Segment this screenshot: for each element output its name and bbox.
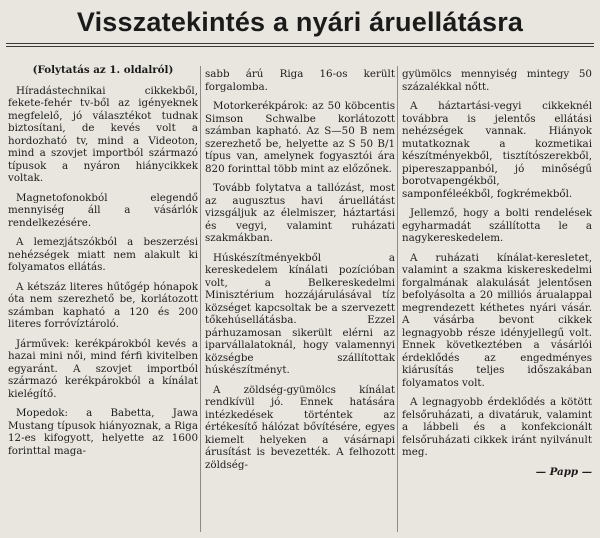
paragraph: Tovább folytatva a tallózást, most az augusztus havi áruellátást vizsgáljuk az élelmiszer, háztartási és vegyi, valamint ruházati szakmákban. [205, 182, 395, 244]
article-column-3 [402, 68, 592, 538]
paragraph: sabb árú Riga 16-os került forgalomba. [205, 68, 395, 93]
paragraph: Híradástechnikai cikkekből, fekete-fehér tv-ből az igényeknek megfelelő, jó választékot tudnak biztosítani, de kevés volt a hordozható tv, mind a Videoton, mind a szovjet importból származó típusok a nyáron hiánycikkek voltak. [8, 84, 198, 184]
author-signature: — Papp — [535, 465, 592, 478]
continuation-note: (Folytatás az 1. oldalról) [32, 64, 174, 76]
paragraph: A lemezjátszókból a beszerzési nehézségek miatt nem alakult ki folyamatos ellátás. [8, 236, 198, 273]
paragraph: gyümölcs mennyiség mintegy 50 százalékkal nőtt. [402, 68, 592, 93]
paragraph: Járművek: kerékpárokból kevés a hazai mini női, mind férfi kivitelben egyaránt. A szovjet importból származó kerékpárokból a kínálat kielégítő. [8, 337, 198, 400]
paragraph: A ruházati kínálat-keresletet, valamint a szakma kiskereskedelmi forgalmának alakulását jelentősen befolyásolta a 20 milliós árualappal megrendezett kéthetes nyári vásár. A vásárba bevont cikkek legnagyobb része idényjellegű volt. Ennek következtében a vásárlói érdeklődés az engedményes kiárusítás teljes időszakában folyamatos volt. [402, 251, 592, 389]
column-divider [397, 66, 398, 532]
paragraph: A zöldség-gyümölcs kínálat rendkívül jó. Ennek hatására intézkedések történtek az értékesítő hálózat bővítésére, egyes kiemelt helyeken a vásárnapi árusítást is bevezették. A felhozott zöldség- [205, 383, 395, 471]
headline-rule-bottom [6, 46, 594, 47]
headline-rule-top [6, 43, 594, 44]
paragraph: A kétszáz literes hűtőgép hónapok óta nem szerezhető be, korlátozott számban kapható a 120 és 200 literes forróvíztároló. [8, 280, 198, 330]
paragraph: Magnetofonokból elegendő mennyiség áll a vásárlók rendelkezésére. [8, 191, 198, 229]
article-column-2 [205, 68, 395, 538]
headline: Visszatekintés a nyári áruellátásra [76, 7, 524, 37]
paragraph: Motorkerékpárok: az 50 köbcentis Simson Schwalbe korlátozott számban kapható. Az S—50 B nem szerezhető be, helyette az S 50 B/1 típus van, amelynek fogyasztói ára 820 forinttal több mint az előzőnek. [205, 100, 395, 175]
paragraph: Húskészítményekből a kereskedelem kínálati pozícióban volt, a Belkereskedelmi Minisztérium hozzájárulásával tíz községet kapcsoltak be a szervezett tőkehúsellátásba. Ezzel párhuzamosan sikerült elérni az iparvállalatoknál, hogy valamennyi községbe szállítottak húskészítményt. [205, 251, 395, 376]
paragraph: A legnagyobb érdeklődés a kötött felsőruházati, a divatáruk, valamint a lábbeli és a konfekcionált felsőruházati cikkek iránt nyilvánult meg. [402, 396, 592, 458]
column-divider [200, 66, 201, 532]
paragraph: Mopedok: a Babetta, Jawa Mustang típusok hiányoznak, a Riga 12-es kifogyott, helyette az 1600 forinttal maga- [8, 407, 198, 457]
paragraph: Jellemző, hogy a bolti rendelések egyharmadát szállította le a nagykereskedelem. [402, 207, 592, 244]
paragraph: A háztartási-vegyi cikkeknél továbbra is jelentős ellátási nehézségek vannak. Hiányok mutatkoznak a kozmetikai készítményekből, tisztítószerekből, pipereszappanból, jó minőségű borotvapengékből, samponféleékből, fogkrémekből. [402, 100, 592, 200]
article-column-1 [8, 64, 198, 534]
